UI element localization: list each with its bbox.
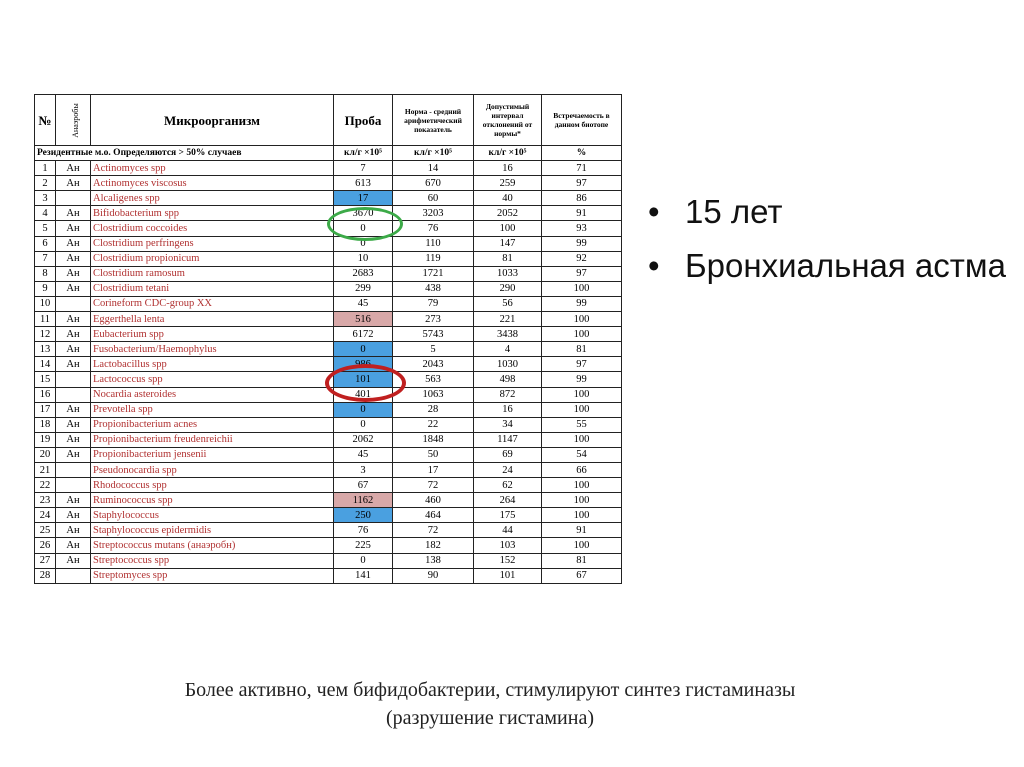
organism-name-cell: Prevotella spp bbox=[91, 402, 334, 417]
bullet-item-age bbox=[648, 190, 1008, 234]
bullet-dot-icon: • bbox=[648, 247, 660, 284]
table-row bbox=[35, 417, 622, 432]
sample-value-cell: 6172 bbox=[334, 327, 393, 342]
anaerobe-cell: Ан bbox=[56, 266, 91, 281]
occurrence-value-cell: 100 bbox=[542, 432, 622, 447]
sample-value-cell: 0 bbox=[334, 417, 393, 432]
occurrence-value-cell: 100 bbox=[542, 493, 622, 508]
interval-value-cell: 40 bbox=[474, 191, 542, 206]
norm-value-cell: 1848 bbox=[393, 432, 474, 447]
row-number-cell: 5 bbox=[35, 221, 56, 236]
occurrence-value-cell: 100 bbox=[542, 312, 622, 327]
interval-value-cell: 4 bbox=[474, 342, 542, 357]
sample-value-cell: 2062 bbox=[334, 432, 393, 447]
table-row bbox=[35, 478, 622, 493]
occurrence-value-cell: 99 bbox=[542, 296, 622, 311]
row-number-cell: 13 bbox=[35, 342, 56, 357]
norm-value-cell: 5 bbox=[393, 342, 474, 357]
sample-value-cell: 250 bbox=[334, 508, 393, 523]
row-number-cell: 18 bbox=[35, 417, 56, 432]
interval-value-cell: 259 bbox=[474, 176, 542, 191]
lactobacillus-highlight-circle bbox=[325, 364, 406, 402]
norm-value-cell: 76 bbox=[393, 221, 474, 236]
sample-value-cell: 0 bbox=[334, 236, 393, 251]
interval-value-cell: 44 bbox=[474, 523, 542, 538]
sample-value-cell: 141 bbox=[334, 568, 393, 583]
anaerobe-cell: Ан bbox=[56, 236, 91, 251]
microorganism-table-image bbox=[34, 94, 621, 584]
row-number-cell: 2 bbox=[35, 176, 56, 191]
interval-value-cell: 872 bbox=[474, 387, 542, 402]
sample-value-cell: 986 bbox=[334, 357, 393, 372]
sample-value-cell: 0 bbox=[334, 402, 393, 417]
norm-value-cell: 138 bbox=[393, 553, 474, 568]
organism-name-cell: Staphylococcus bbox=[91, 508, 334, 523]
occurrence-value-cell: 93 bbox=[542, 221, 622, 236]
norm-value-cell: 79 bbox=[393, 296, 474, 311]
row-number-cell: 20 bbox=[35, 447, 56, 462]
occurrence-value-cell: 100 bbox=[542, 402, 622, 417]
sample-value-cell: 401 bbox=[334, 387, 393, 402]
interval-value-cell: 69 bbox=[474, 447, 542, 462]
norm-value-cell: 90 bbox=[393, 568, 474, 583]
table-row bbox=[35, 342, 622, 357]
organism-name-cell: Propionibacterium acnes bbox=[91, 417, 334, 432]
table-row bbox=[35, 251, 622, 266]
row-number-cell: 26 bbox=[35, 538, 56, 553]
anaerobe-cell bbox=[56, 296, 91, 311]
norm-value-cell: 1063 bbox=[393, 387, 474, 402]
anaerobe-cell: Ан bbox=[56, 417, 91, 432]
table-row bbox=[35, 568, 622, 583]
organism-name-cell: Clostridium ramosum bbox=[91, 266, 334, 281]
anaerobe-cell: Ан bbox=[56, 206, 91, 221]
anaerobe-cell bbox=[56, 478, 91, 493]
sample-value-cell: 17 bbox=[334, 191, 393, 206]
organism-name-cell: Streptococcus spp bbox=[91, 553, 334, 568]
anaerobe-cell bbox=[56, 372, 91, 387]
anaerobe-cell: Ан bbox=[56, 176, 91, 191]
units-sample: кл/г ×10⁵ bbox=[334, 146, 393, 161]
interval-value-cell: 1033 bbox=[474, 266, 542, 281]
anaerobe-cell bbox=[56, 568, 91, 583]
header-occurrence: Встречаемость в данном биотопе bbox=[542, 95, 622, 146]
bullet-text-diagnosis: Бронхиальная астма bbox=[685, 247, 1006, 284]
interval-value-cell: 221 bbox=[474, 312, 542, 327]
row-number-cell: 28 bbox=[35, 568, 56, 583]
table-row bbox=[35, 296, 622, 311]
occurrence-value-cell: 97 bbox=[542, 266, 622, 281]
units-interval: кл/г ×10⁵ bbox=[474, 146, 542, 161]
interval-value-cell: 24 bbox=[474, 462, 542, 477]
occurrence-value-cell: 100 bbox=[542, 538, 622, 553]
sample-value-cell: 10 bbox=[334, 251, 393, 266]
occurrence-value-cell: 81 bbox=[542, 342, 622, 357]
interval-value-cell: 62 bbox=[474, 478, 542, 493]
norm-value-cell: 464 bbox=[393, 508, 474, 523]
sample-value-cell: 0 bbox=[334, 553, 393, 568]
occurrence-value-cell: 67 bbox=[542, 568, 622, 583]
sample-value-cell: 0 bbox=[334, 221, 393, 236]
row-number-cell: 12 bbox=[35, 327, 56, 342]
header-sample: Проба bbox=[334, 95, 393, 146]
header-num: № bbox=[35, 95, 56, 146]
row-number-cell: 7 bbox=[35, 251, 56, 266]
organism-name-cell: Streptococcus mutans (анаэробн) bbox=[91, 538, 334, 553]
table-row bbox=[35, 357, 622, 372]
table-row bbox=[35, 432, 622, 447]
norm-value-cell: 17 bbox=[393, 462, 474, 477]
units-norm: кл/г ×10⁵ bbox=[393, 146, 474, 161]
organism-name-cell: Fusobacterium/Haemophylus bbox=[91, 342, 334, 357]
table-row bbox=[35, 402, 622, 417]
anaerobe-cell: Ан bbox=[56, 251, 91, 266]
anaerobe-cell: Ан bbox=[56, 493, 91, 508]
norm-value-cell: 50 bbox=[393, 447, 474, 462]
sample-value-cell: 7 bbox=[334, 161, 393, 176]
bullet-dot-icon: • bbox=[648, 193, 660, 230]
units-row bbox=[35, 146, 622, 161]
header-organism: Микроорганизм bbox=[91, 95, 334, 146]
units-section-label: Резидентные м.о. Определяются > 50% случаев bbox=[35, 146, 334, 161]
norm-value-cell: 60 bbox=[393, 191, 474, 206]
interval-value-cell: 100 bbox=[474, 221, 542, 236]
organism-name-cell: Streptomyces spp bbox=[91, 568, 334, 583]
occurrence-value-cell: 66 bbox=[542, 462, 622, 477]
occurrence-value-cell: 100 bbox=[542, 387, 622, 402]
anaerobe-cell bbox=[56, 191, 91, 206]
organism-name-cell: Actinomyces viscosus bbox=[91, 176, 334, 191]
anaerobe-cell: Ан bbox=[56, 447, 91, 462]
organism-name-cell: Clostridium propionicum bbox=[91, 251, 334, 266]
row-number-cell: 17 bbox=[35, 402, 56, 417]
interval-value-cell: 1030 bbox=[474, 357, 542, 372]
norm-value-cell: 110 bbox=[393, 236, 474, 251]
row-number-cell: 16 bbox=[35, 387, 56, 402]
sample-value-cell: 225 bbox=[334, 538, 393, 553]
sample-value-cell: 1162 bbox=[334, 493, 393, 508]
organism-name-cell: Clostridium perfringens bbox=[91, 236, 334, 251]
occurrence-value-cell: 92 bbox=[542, 251, 622, 266]
organism-name-cell: Alcaligenes spp bbox=[91, 191, 334, 206]
sample-value-cell: 0 bbox=[334, 342, 393, 357]
table-row bbox=[35, 266, 622, 281]
organism-name-cell: Nocardia asteroides bbox=[91, 387, 334, 402]
norm-value-cell: 182 bbox=[393, 538, 474, 553]
anaerobe-cell: Ан bbox=[56, 221, 91, 236]
norm-value-cell: 670 bbox=[393, 176, 474, 191]
sample-value-cell: 3 bbox=[334, 462, 393, 477]
norm-value-cell: 119 bbox=[393, 251, 474, 266]
organism-name-cell: Staphylococcus epidermidis bbox=[91, 523, 334, 538]
table-row bbox=[35, 447, 622, 462]
row-number-cell: 24 bbox=[35, 508, 56, 523]
table-row bbox=[35, 161, 622, 176]
interval-value-cell: 3438 bbox=[474, 327, 542, 342]
interval-value-cell: 2052 bbox=[474, 206, 542, 221]
anaerobe-cell: Ан bbox=[56, 432, 91, 447]
microorganism-table bbox=[34, 94, 622, 584]
interval-value-cell: 34 bbox=[474, 417, 542, 432]
table-header-row bbox=[35, 95, 622, 146]
norm-value-cell: 460 bbox=[393, 493, 474, 508]
interval-value-cell: 147 bbox=[474, 236, 542, 251]
organism-name-cell: Lactobacillus spp bbox=[91, 357, 334, 372]
table-row bbox=[35, 327, 622, 342]
anaerobe-cell: Ан bbox=[56, 508, 91, 523]
anaerobe-cell: Ан bbox=[56, 523, 91, 538]
interval-value-cell: 101 bbox=[474, 568, 542, 583]
sample-value-cell: 516 bbox=[334, 312, 393, 327]
interval-value-cell: 175 bbox=[474, 508, 542, 523]
anaerobe-cell bbox=[56, 387, 91, 402]
table-row bbox=[35, 508, 622, 523]
interval-value-cell: 152 bbox=[474, 553, 542, 568]
organism-name-cell: Bifidobacterium spp bbox=[91, 206, 334, 221]
anaerobe-cell: Ан bbox=[56, 402, 91, 417]
norm-value-cell: 14 bbox=[393, 161, 474, 176]
anaerobe-cell: Ан bbox=[56, 357, 91, 372]
row-number-cell: 10 bbox=[35, 296, 56, 311]
sample-value-cell: 299 bbox=[334, 281, 393, 296]
organism-name-cell: Clostridium tetani bbox=[91, 281, 334, 296]
interval-value-cell: 103 bbox=[474, 538, 542, 553]
header-interval: Допустимый интервал отклонений от нормы* bbox=[474, 95, 542, 146]
anaerobe-cell: Ан bbox=[56, 342, 91, 357]
bullet-text-age: 15 лет bbox=[685, 193, 783, 230]
row-number-cell: 14 bbox=[35, 357, 56, 372]
anaerobe-cell: Ан bbox=[56, 281, 91, 296]
occurrence-value-cell: 91 bbox=[542, 206, 622, 221]
occurrence-value-cell: 55 bbox=[542, 417, 622, 432]
sample-value-cell: 613 bbox=[334, 176, 393, 191]
interval-value-cell: 1147 bbox=[474, 432, 542, 447]
organism-name-cell: Ruminococcus spp bbox=[91, 493, 334, 508]
sample-value-cell: 67 bbox=[334, 478, 393, 493]
table-row bbox=[35, 493, 622, 508]
header-anaerobe bbox=[56, 95, 91, 146]
organism-name-cell: Lactococcus spp bbox=[91, 372, 334, 387]
organism-name-cell: Propionibacterium jensenii bbox=[91, 447, 334, 462]
anaerobe-cell: Ан bbox=[56, 312, 91, 327]
occurrence-value-cell: 71 bbox=[542, 161, 622, 176]
organism-name-cell: Rhodococcus spp bbox=[91, 478, 334, 493]
occurrence-value-cell: 100 bbox=[542, 508, 622, 523]
norm-value-cell: 2043 bbox=[393, 357, 474, 372]
anaerobe-cell: Ан bbox=[56, 553, 91, 568]
sample-value-cell: 76 bbox=[334, 523, 393, 538]
table-row bbox=[35, 523, 622, 538]
row-number-cell: 15 bbox=[35, 372, 56, 387]
occurrence-value-cell: 86 bbox=[542, 191, 622, 206]
occurrence-value-cell: 97 bbox=[542, 357, 622, 372]
anaerobe-cell: Ан bbox=[56, 161, 91, 176]
anaerobe-cell: Ан bbox=[56, 538, 91, 553]
occurrence-value-cell: 81 bbox=[542, 553, 622, 568]
table-row bbox=[35, 538, 622, 553]
bifidobacterium-highlight-circle bbox=[327, 207, 403, 241]
caption-line-2: (разрушение гистамина) bbox=[386, 707, 594, 729]
occurrence-value-cell: 54 bbox=[542, 447, 622, 462]
bullet-list bbox=[648, 190, 1008, 298]
slide-caption bbox=[60, 676, 920, 732]
table-row bbox=[35, 462, 622, 477]
row-number-cell: 9 bbox=[35, 281, 56, 296]
occurrence-value-cell: 99 bbox=[542, 372, 622, 387]
table-row bbox=[35, 176, 622, 191]
occurrence-value-cell: 91 bbox=[542, 523, 622, 538]
row-number-cell: 6 bbox=[35, 236, 56, 251]
table-row bbox=[35, 281, 622, 296]
row-number-cell: 4 bbox=[35, 206, 56, 221]
row-number-cell: 21 bbox=[35, 462, 56, 477]
anaerobe-cell bbox=[56, 462, 91, 477]
row-number-cell: 11 bbox=[35, 312, 56, 327]
sample-value-cell: 2683 bbox=[334, 266, 393, 281]
table-row bbox=[35, 236, 622, 251]
organism-name-cell: Pseudonocardia spp bbox=[91, 462, 334, 477]
interval-value-cell: 264 bbox=[474, 493, 542, 508]
units-occurrence: % bbox=[542, 146, 622, 161]
interval-value-cell: 498 bbox=[474, 372, 542, 387]
norm-value-cell: 22 bbox=[393, 417, 474, 432]
row-number-cell: 19 bbox=[35, 432, 56, 447]
norm-value-cell: 1721 bbox=[393, 266, 474, 281]
occurrence-value-cell: 100 bbox=[542, 478, 622, 493]
table-row bbox=[35, 553, 622, 568]
norm-value-cell: 273 bbox=[393, 312, 474, 327]
interval-value-cell: 16 bbox=[474, 402, 542, 417]
anaerobe-cell: Ан bbox=[56, 327, 91, 342]
occurrence-value-cell: 97 bbox=[542, 176, 622, 191]
row-number-cell: 8 bbox=[35, 266, 56, 281]
organism-name-cell: Eggerthella lenta bbox=[91, 312, 334, 327]
occurrence-value-cell: 100 bbox=[542, 281, 622, 296]
norm-value-cell: 72 bbox=[393, 523, 474, 538]
norm-value-cell: 72 bbox=[393, 478, 474, 493]
occurrence-value-cell: 100 bbox=[542, 327, 622, 342]
occurrence-value-cell: 99 bbox=[542, 236, 622, 251]
organism-name-cell: Actinomyces spp bbox=[91, 161, 334, 176]
row-number-cell: 22 bbox=[35, 478, 56, 493]
table-row bbox=[35, 191, 622, 206]
norm-value-cell: 563 bbox=[393, 372, 474, 387]
organism-name-cell: Eubacterium spp bbox=[91, 327, 334, 342]
interval-value-cell: 290 bbox=[474, 281, 542, 296]
header-norm: Норма - средний арифметический показатель bbox=[393, 95, 474, 146]
sample-value-cell: 3670 bbox=[334, 206, 393, 221]
sample-value-cell: 45 bbox=[334, 296, 393, 311]
norm-value-cell: 438 bbox=[393, 281, 474, 296]
norm-value-cell: 5743 bbox=[393, 327, 474, 342]
row-number-cell: 3 bbox=[35, 191, 56, 206]
interval-value-cell: 81 bbox=[474, 251, 542, 266]
interval-value-cell: 56 bbox=[474, 296, 542, 311]
table-row bbox=[35, 312, 622, 327]
header-anaerobe-label: Анаэробы bbox=[70, 102, 80, 138]
caption-line-1: Более активно, чем бифидобактерии, стимулируют синтез гистаминазы bbox=[184, 679, 796, 701]
organism-name-cell: Propionibacterium freudenreichii bbox=[91, 432, 334, 447]
organism-name-cell: Corineform CDC-group XX bbox=[91, 296, 334, 311]
sample-value-cell: 45 bbox=[334, 447, 393, 462]
sample-value-cell: 101 bbox=[334, 372, 393, 387]
bullet-item-diagnosis bbox=[648, 244, 1008, 288]
norm-value-cell: 3203 bbox=[393, 206, 474, 221]
row-number-cell: 23 bbox=[35, 493, 56, 508]
row-number-cell: 25 bbox=[35, 523, 56, 538]
row-number-cell: 27 bbox=[35, 553, 56, 568]
row-number-cell: 1 bbox=[35, 161, 56, 176]
interval-value-cell: 16 bbox=[474, 161, 542, 176]
norm-value-cell: 28 bbox=[393, 402, 474, 417]
organism-name-cell: Clostridium coccoides bbox=[91, 221, 334, 236]
